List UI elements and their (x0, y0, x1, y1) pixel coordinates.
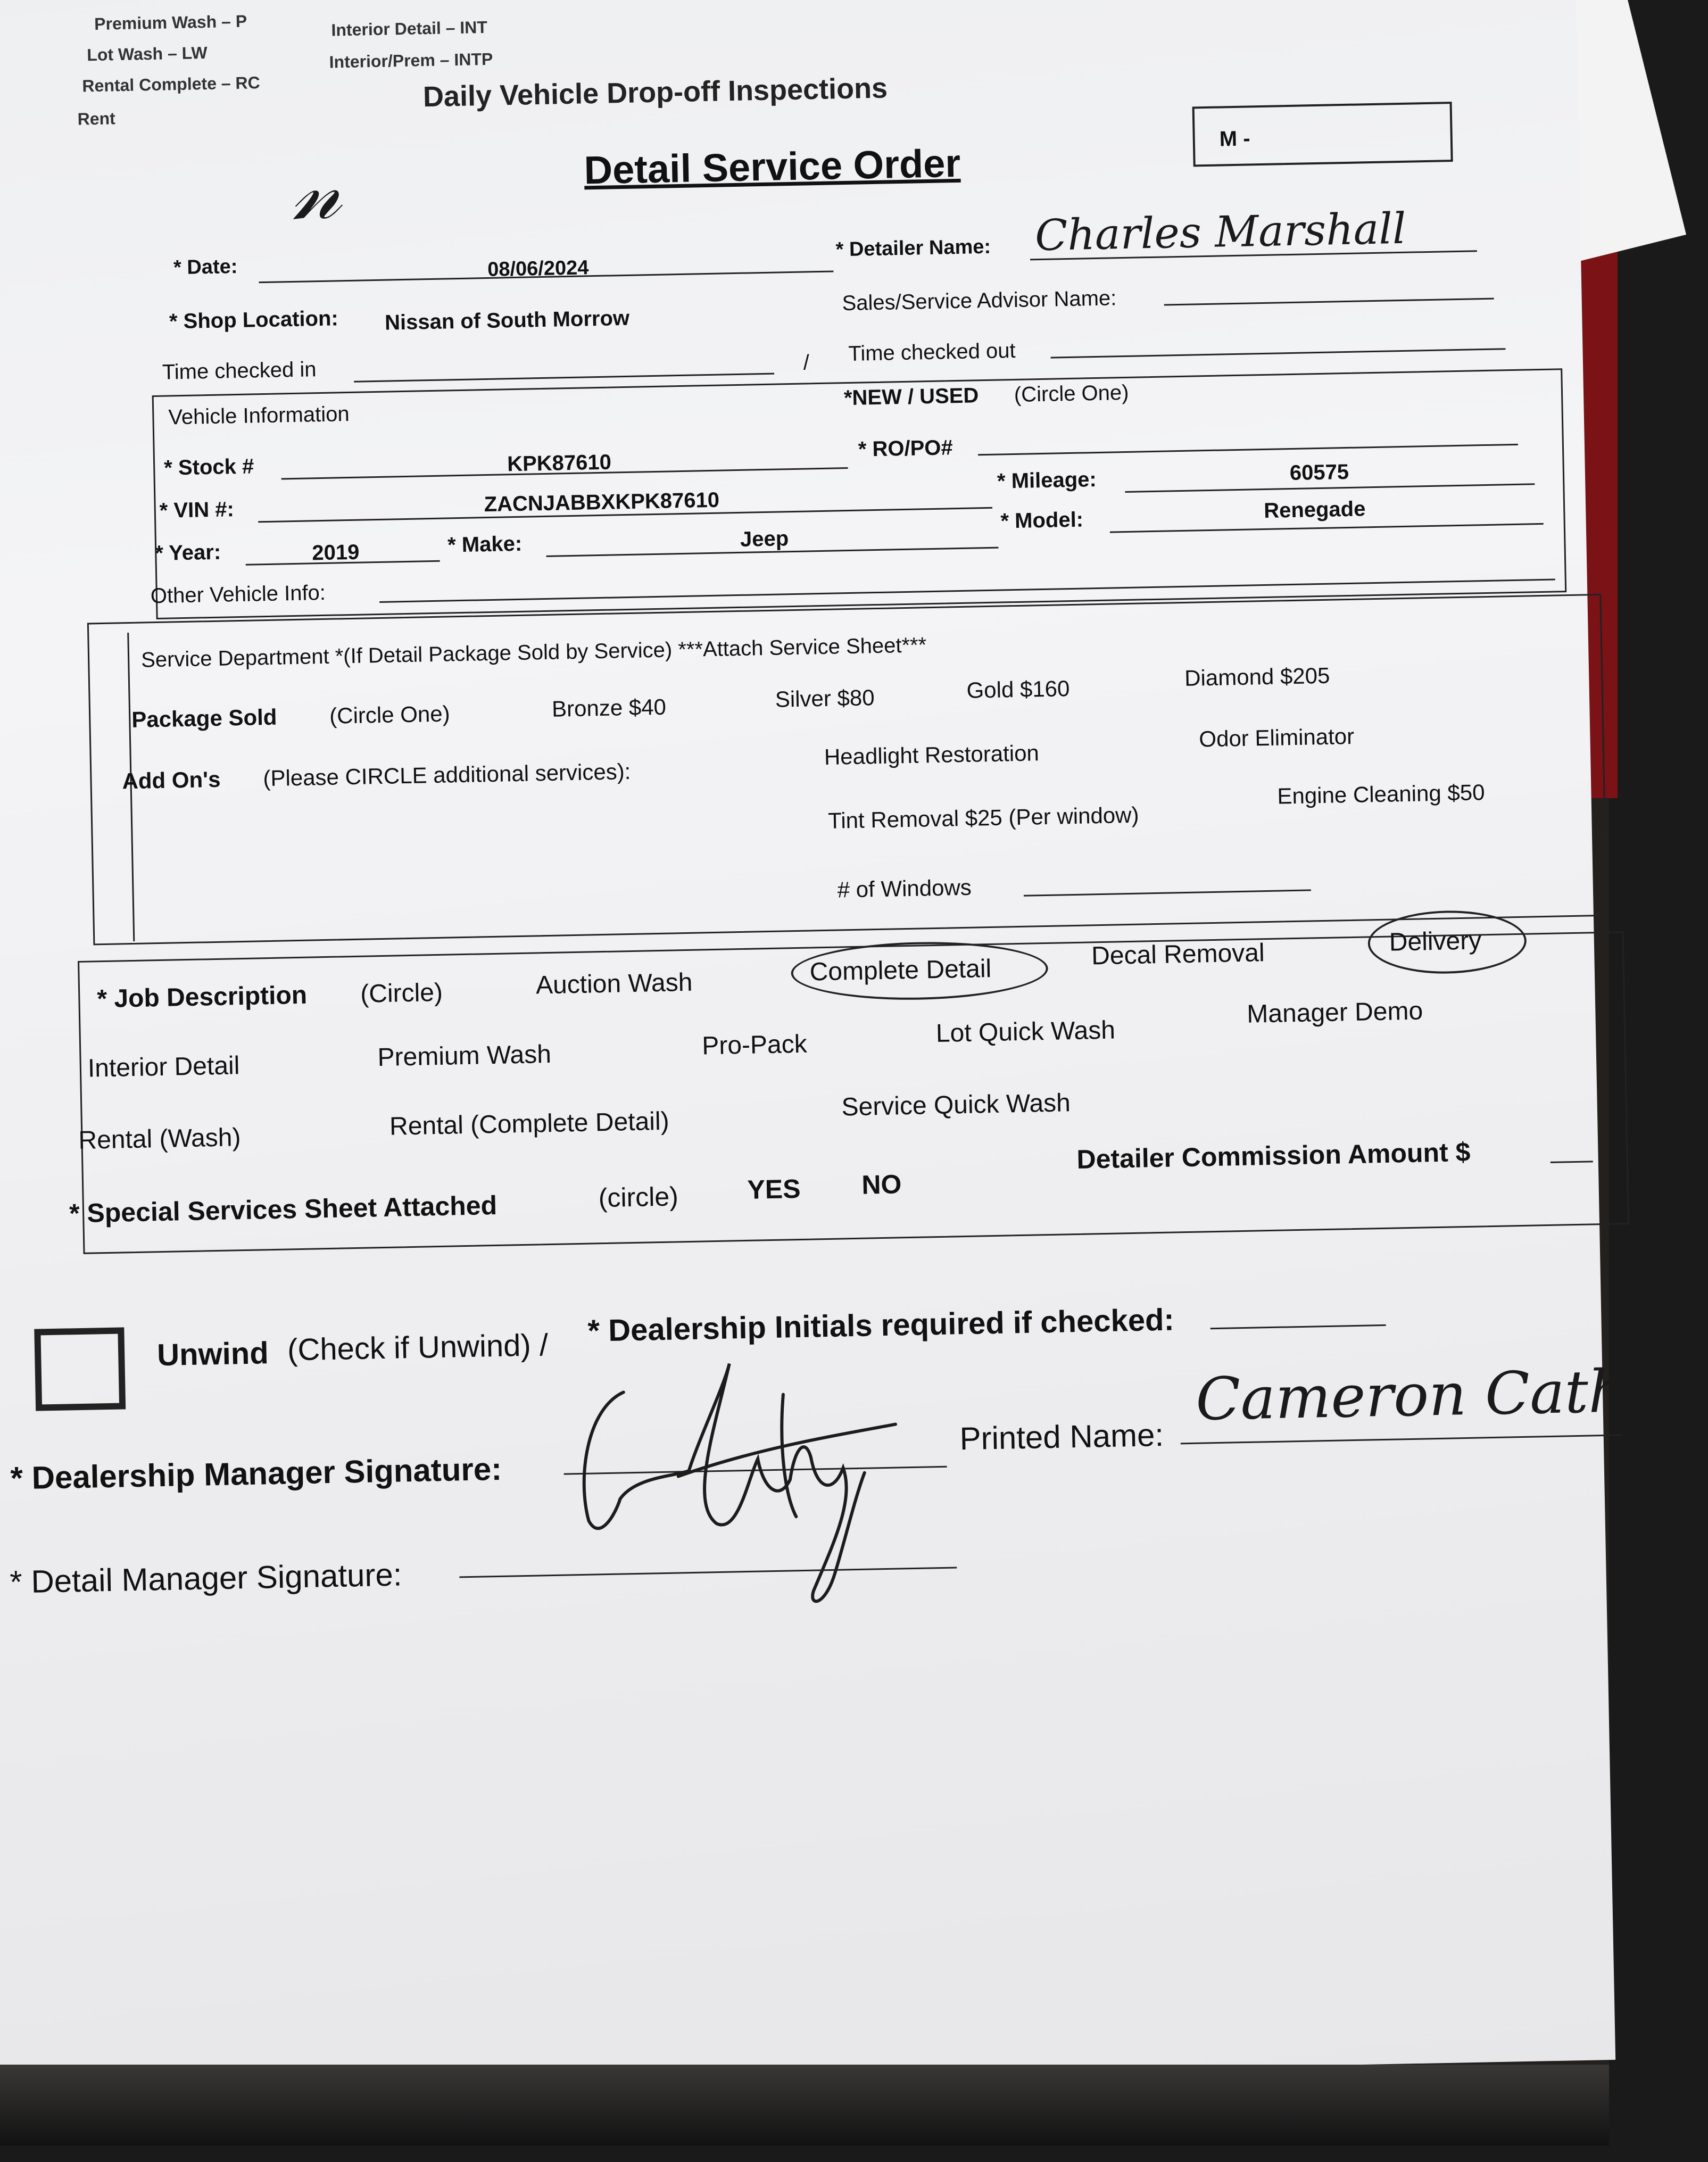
printed-name-label: Printed Name: (959, 1417, 1164, 1457)
job-interior-detail[interactable]: Interior Detail (87, 1051, 240, 1083)
top-code-6: Interior/Prem – INTP (329, 49, 493, 72)
job-complete-detail[interactable]: Complete Detail (809, 955, 992, 987)
top-title: Daily Vehicle Drop-off Inspections (422, 72, 888, 113)
package-label: Package Sold (131, 704, 277, 732)
job-rental-wash[interactable]: Rental (Wash) (78, 1123, 241, 1155)
mileage-value[interactable]: 60575 (1289, 460, 1349, 485)
dm-signature-scribble (553, 1338, 974, 1617)
package-diamond[interactable]: Diamond $205 (1184, 662, 1330, 691)
unwind-checkbox[interactable] (34, 1327, 126, 1411)
top-code-5: Interior Detail – INT (331, 17, 488, 40)
mileage-label: * Mileage: (997, 468, 1097, 493)
top-code-2: Lot Wash – LW (86, 43, 208, 65)
stock-label: * Stock # (163, 454, 254, 480)
time-slash: / (803, 351, 810, 375)
package-gold[interactable]: Gold $160 (966, 676, 1070, 703)
year-label: * Year: (154, 540, 221, 566)
form-title: Detail Service Order (583, 140, 961, 193)
special-label: * Special Services Sheet Attached (69, 1190, 498, 1229)
detailer-label: * Detailer Name: (835, 235, 991, 261)
package-bronze[interactable]: Bronze $40 (551, 694, 667, 722)
vin-value[interactable]: ZACNJABBXKPK87610 (484, 488, 720, 517)
commission-label: Detailer Commission Amount $ (1076, 1137, 1471, 1174)
job-delivery[interactable]: Delivery (1389, 926, 1482, 957)
m-box-label: M - (1219, 127, 1250, 151)
table-edge (0, 2065, 1609, 2146)
job-auction-wash[interactable]: Auction Wash (535, 968, 693, 1000)
job-manager-demo[interactable]: Manager Demo (1246, 997, 1423, 1029)
make-label: * Make: (447, 532, 523, 557)
detailer-value[interactable]: Charles Marshall (1034, 203, 1407, 261)
addon-engine[interactable]: Engine Cleaning $50 (1277, 780, 1485, 809)
job-decal-removal[interactable]: Decal Removal (1091, 939, 1265, 971)
new-used-label[interactable]: *NEW / USED (843, 384, 979, 410)
addon-odor[interactable]: Odor Eliminator (1198, 723, 1355, 752)
dm-sig-label: * Dealership Manager Signature: (10, 1451, 502, 1496)
initials-label: * Dealership Initials required if checked: (587, 1302, 1175, 1348)
shop-label: * Shop Location: (169, 307, 339, 334)
top-code-1: Premium Wash – P (94, 11, 247, 34)
ropo-label: * RO/PO# (858, 436, 954, 461)
make-value[interactable]: Jeep (740, 527, 789, 551)
top-code-3: Rental Complete – RC (82, 73, 261, 96)
job-label: * Job Description (96, 981, 308, 1014)
model-label: * Model: (1000, 508, 1084, 533)
job-premium-wash[interactable]: Premium Wash (377, 1040, 552, 1072)
time-out-label: Time checked out (848, 338, 1016, 366)
job-rental-complete[interactable]: Rental (Complete Detail) (389, 1107, 670, 1141)
top-code-4: Rent (77, 109, 116, 129)
year-value[interactable]: 2019 (311, 540, 360, 565)
unwind-label: Unwind (156, 1336, 269, 1373)
vin-label: * VIN #: (159, 498, 235, 523)
service-header: Service Department *(If Detail Package Sold by Service) ***Attach Service Sheet*** (140, 633, 927, 672)
detail-mgr-label: * Detail Manager Signature: (9, 1556, 403, 1600)
other-info-label: Other Vehicle Info: (150, 581, 326, 608)
new-used-hint: (Circle One) (1014, 380, 1129, 407)
date-value[interactable]: 08/06/2024 (487, 256, 589, 281)
job-pro-pack[interactable]: Pro-Pack (701, 1030, 808, 1061)
shop-value[interactable]: Nissan of South Morrow (384, 306, 630, 335)
package-silver[interactable]: Silver $80 (775, 685, 875, 712)
printed-name-value[interactable]: Cameron Cathey (1195, 1355, 1695, 1434)
addon-headlight[interactable]: Headlight Restoration (824, 740, 1040, 769)
advisor-label: Sales/Service Advisor Name: (842, 286, 1117, 316)
vehicle-info-label: Vehicle Information (168, 402, 350, 429)
date-label: * Date: (173, 255, 238, 279)
windows-label: # of Windows (837, 874, 972, 902)
time-in-label: Time checked in (162, 358, 317, 384)
special-hint: (circle) (598, 1181, 679, 1213)
job-service-quick-wash[interactable]: Service Quick Wash (841, 1089, 1071, 1122)
job-lot-quick-wash[interactable]: Lot Quick Wash (935, 1016, 1116, 1048)
addon-tint[interactable]: Tint Removal $25 (Per window) (827, 802, 1139, 833)
handwritten-mark: 𝓃 (291, 144, 342, 238)
unwind-hint: (Check if Unwind) / (287, 1328, 549, 1368)
stock-value[interactable]: KPK87610 (507, 450, 612, 476)
package-hint: (Circle One) (329, 701, 451, 728)
addons-hint: (Please CIRCLE additional services): (263, 758, 631, 791)
model-value[interactable]: Renegade (1263, 497, 1366, 523)
job-hint: (Circle) (360, 978, 443, 1008)
special-yes[interactable]: YES (747, 1173, 801, 1205)
special-no[interactable]: NO (861, 1169, 902, 1200)
addons-label: Add On's (122, 766, 221, 794)
